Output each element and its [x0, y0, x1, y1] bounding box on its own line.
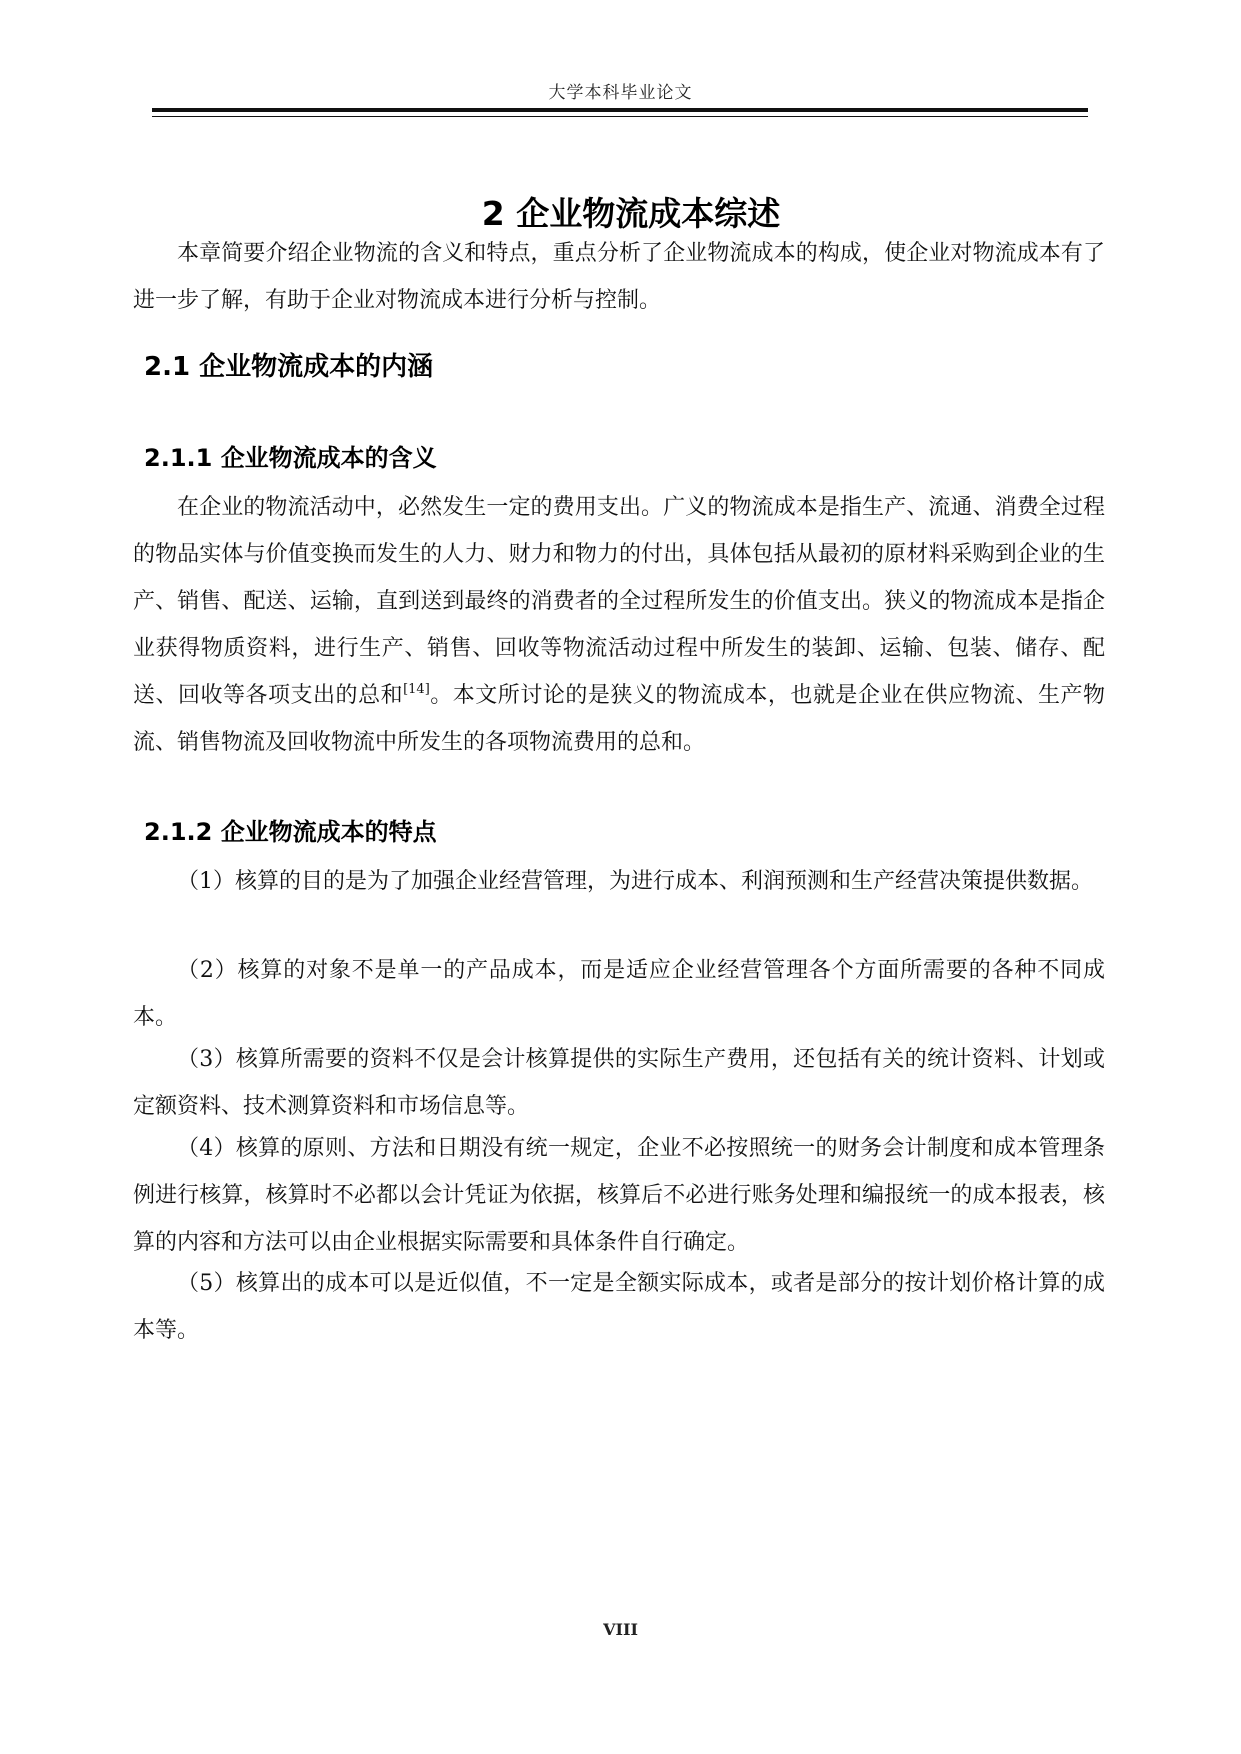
section-heading-2-1-2: 2.1.2 企业物流成本的特点 — [144, 818, 437, 846]
feature-item-4: （4）核算的原则、方法和日期没有统一规定，企业不必按照统一的财务会计制度和成本管理条例进行核算，核算时不必都以会计凭证为依据，核算后不必进行账务处理和编报统一的成本报表，核算的内容和方法可以由企业根据实际需要和具体条件自行确定。 — [133, 1136, 1105, 1255]
definition-text-continued: 。本文所讨论的是狭义的物流成本，也就是企业在供应物流、生产物流、销售物流及回收物流中所发生的各项物流费用的总和。 — [133, 683, 1105, 755]
feature-item-1: （1）核算的目的是为了加强企业经营管理，为进行成本、利润预测和生产经营决策提供数据。 — [177, 869, 1094, 894]
section-heading-2-1-1: 2.1.1 企业物流成本的含义 — [144, 444, 437, 472]
chapter-intro-paragraph: 本章简要介绍企业物流的含义和特点，重点分析了企业物流成本的构成，使企业对物流成本有了进一步了解，有助于企业对物流成本进行分析与控制。 — [133, 241, 1105, 313]
section-heading-2-1: 2.1 企业物流成本的内涵 — [144, 352, 434, 382]
feature-item-2: （2）核算的对象不是单一的产品成本，而是适应企业经营管理各个方面所需要的各种不同成本。 — [133, 958, 1105, 1030]
definition-text: 在企业的物流活动中，必然发生一定的费用支出。广义的物流成本是指生产、流通、消费全过程的物品实体与价值变换而发生的人力、财力和物力的付出，具体包括从最初的原材料采购到企业的生产、销售、配送、运输，直到送到最终的消费者的全过程所发生的价值支出。狭义的物流成本是指企业获得物质资料，进行生产、销售、回收等物流活动过程中所发生的装卸、运输、包装、储存、配送、回收等各项支出的总和 — [133, 495, 1105, 708]
citation-reference: [14] — [403, 682, 430, 697]
feature-item-5: （5）核算出的成本可以是近似值，不一定是全额实际成本，或者是部分的按计划价格计算的成本等。 — [133, 1271, 1105, 1343]
header-rule-thick — [152, 108, 1088, 112]
running-header: 大学本科毕业论文 — [548, 83, 693, 103]
feature-item-3: （3）核算所需要的资料不仅是会计核算提供的实际生产费用，还包括有关的统计资料、计划或定额资料、技术测算资料和市场信息等。 — [133, 1047, 1105, 1119]
header-rule-thin — [152, 116, 1088, 117]
definition-paragraph — [133, 484, 1105, 766]
page-number: VIII — [603, 1620, 638, 1639]
chapter-title: 2 企业物流成本综述 — [481, 194, 781, 233]
